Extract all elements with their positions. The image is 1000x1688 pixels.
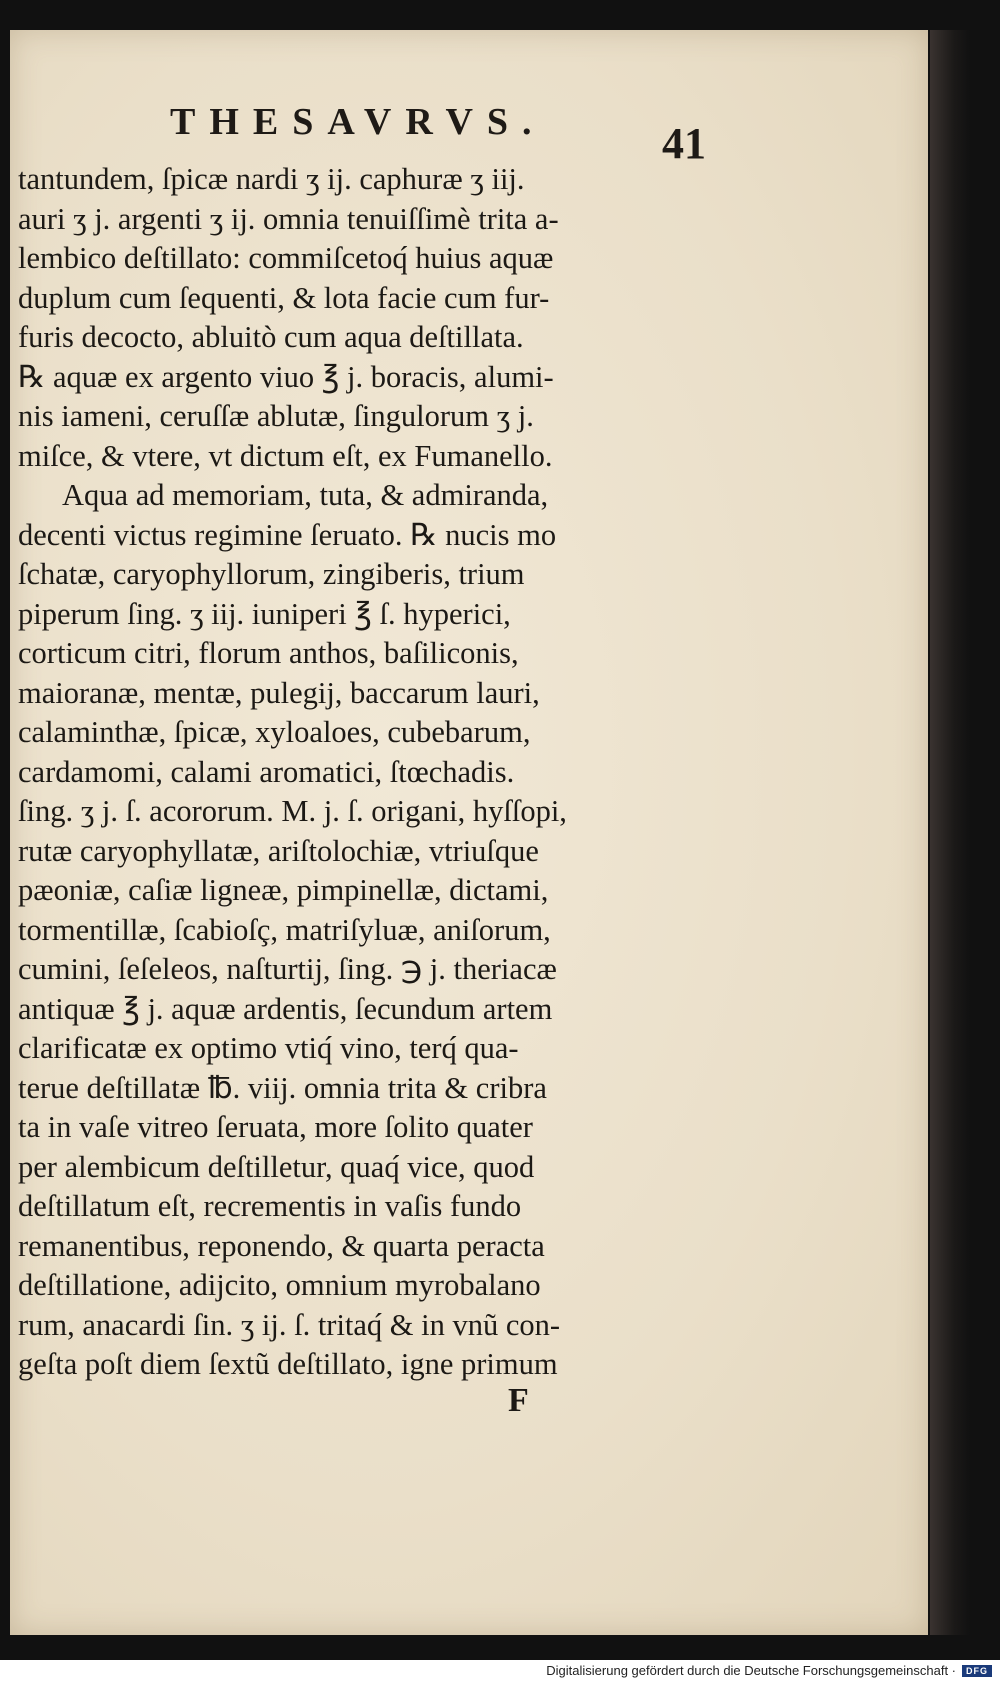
text-line: cardamomi, calami aromatici, ſtœchadis. [18,754,515,789]
text-line: remanentibus, reponendo, & quarta peracta [18,1228,545,1263]
text-line: piperum ſing. ʒ iij. iuniperi ℥ ſ. hyperici, [18,596,511,631]
text-line: rum, anacardi ſin. ʒ ij. ſ. tritaq́ & in vnũ con- [18,1307,561,1342]
text-line: cumini, ſeſeleos, naſturtij, ſing. ℈ j. theriacæ [18,952,557,986]
text-line: antiquæ ℥ j. aquæ ardentis, ſecundum artem [18,991,553,1026]
text-line: geſta poſt diem ſextũ deſtillato, igne primum [18,1347,558,1381]
page-edge-shadow [930,30,970,1635]
text-block [18,160,678,1385]
text-line: auri ʒ j. argenti ʒ ij. omnia tenuiſſimè trita a- [18,201,559,236]
text-line: miſce, & vtere, vt dictum eſt, ex Fumanello. [18,438,553,473]
text-line: terue deſtillatæ ℔. viij. omnia trita & cribra [18,1070,547,1105]
paragraph-start-line: Aqua ad memoriam, tuta, & admiranda, [62,478,549,512]
text-line: corticum citri, florum anthos, baſiliconis, [18,636,519,670]
text-line: ſing. ʒ j. ſ. acororum. M. j. ſ. origani, hyſſopi, [18,794,567,828]
text-line: furis decocto, abluitò cum aqua deſtillata. [18,320,524,354]
text-line: lembico deſtillato: commiſcetoq́ huius aquæ [18,241,554,275]
text-line: clarificatæ ex optimo vtiq́ vino, terq́ qua- [18,1031,519,1065]
dfg-logo: DFG [962,1665,992,1677]
text-line: rutæ caryophyllatæ, ariſtolochiæ, vtriuſque [18,833,539,868]
text-line: ta in vaſe vitreo ſeruata, more ſolito quater [18,1110,533,1144]
text-line: tantundem, ſpicæ nardi ʒ ij. caphuræ ʒ iij. [18,162,525,196]
text-line: duplum cum ſequenti, & lota facie cum fur- [18,280,550,315]
text-line: deſtillatione, adijcito, omnium myrobalano [18,1268,541,1302]
signature-mark: F [508,1382,529,1419]
page-number: 41 [662,119,706,168]
text-line: nis iameni, ceruſſæ ablutæ, ſingulorum ʒ j. [18,399,534,433]
text-line: decenti victus regimine ſeruato. ℞ nucis mo [18,517,557,552]
running-head: THESAVRVS. [170,101,546,143]
text-line: deſtillatum eſt, recrementis in vaſis fundo [18,1189,522,1223]
credit-text: Digitalisierung gefördert durch die Deutsche Forschungsgemeinschaft · [546,1663,956,1678]
text-line: maioranæ, mentæ, pulegij, baccarum lauri, [18,675,540,710]
text-line: calaminthæ, ſpicæ, xyloaloes, cubebarum, [18,715,531,749]
text-line: tormentillæ, ſcabioſç, matriſyluæ, aniſorum, [18,912,551,947]
text-line: ℞ aquæ ex argento viuo ℥ j. boracis, alumi- [18,359,554,394]
digitization-credit [546,1663,992,1678]
text-line: ſchatæ, caryophyllorum, zingiberis, trium [18,557,525,591]
text-line: pæoniæ, caſiæ ligneæ, pimpinellæ, dictami, [18,873,549,907]
text-line: per alembicum deſtilletur, quaq́ vice, quod [18,1149,535,1184]
